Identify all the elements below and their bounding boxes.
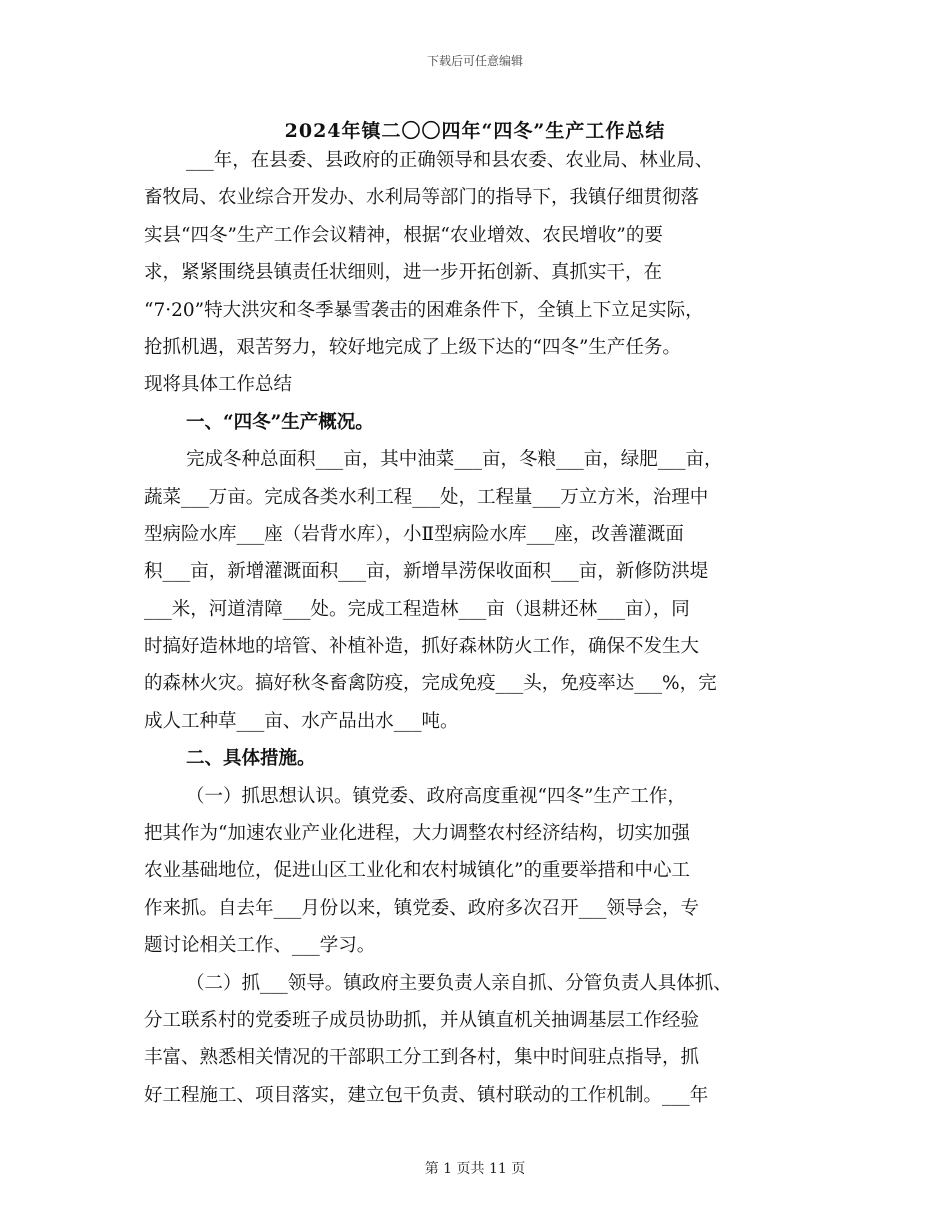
text-line: 畜牧局、农业综合开发办、水利局等部门的指导下，我镇仔细贯彻落 (144, 187, 700, 209)
text-line: 把其作为“加速农业产业化进程，大力调整农村经济结构，切实加强 (144, 823, 690, 845)
document-body (144, 142, 834, 1114)
text-line: （二）抓___领导。镇政府主要负责人亲自抓、分管负责人具体抓、 (186, 972, 732, 994)
text-line: 时搞好造林地的培管、补植补造，抓好森林防火工作，确保不发生大 (144, 636, 700, 658)
text-line: 抢抓机遇，艰苦努力，较好地完成了上级下达的“四冬”生产任务。 (144, 336, 681, 358)
text-line: “7·20”特大洪灾和冬季暴雪袭击的困难条件下，全镇上下立足实际， (144, 299, 704, 321)
text-line: 积___亩，新增灌溉面积___亩，新增旱涝保收面积___亩，新修防洪堤 (144, 561, 709, 583)
text-line: 好工程施工、项目落实，建立包干负责、镇村联动的工作机制。___年 (144, 1084, 709, 1106)
text-line: （一）抓思想认识。镇党委、政府高度重视“四冬”生产工作， (186, 785, 686, 807)
page-header: 下载后可任意编辑 (426, 54, 523, 68)
text-line: ___米，河道清障___处。完成工程造林___亩（退耕还林___亩），同 (144, 598, 690, 620)
text-line: 成人工种草___亩、水产品出水___吨。 (144, 710, 459, 732)
text-line: 题讨论相关工作、___学习。 (144, 935, 376, 957)
section-heading-overview: 一、“四冬”生产概况。 (186, 411, 374, 433)
text-line: 型病险水库___座（岩背水库），小Ⅱ型病险水库___座，改善灌溉面 (144, 523, 684, 545)
text-line: 现将具体工作总结 (144, 374, 293, 396)
text-line: 求，紧紧围绕县镇责任状细则，进一步开拓创新、真抓实干，在 (144, 262, 663, 284)
text-line: 完成冬种总面积___亩，其中油菜___亩，冬粮___亩，绿肥___亩， (186, 449, 723, 471)
page-footer: 第 1 页共 11 页 (424, 1161, 526, 1177)
text-line: 分工联系村的党委班子成员协助抓，并从镇直机关抽调基层工作经验 (144, 1009, 700, 1031)
text-line: 作来抓。自去年___月份以来，镇党委、政府多次召开___领导会，专 (144, 897, 700, 919)
text-line: 实县“四冬”生产工作会议精神，根据“农业增效、农民增收”的要 (144, 224, 663, 246)
text-line: 农业基础地位，促进山区工业化和农村城镇化”的重要举措和中心工 (144, 860, 690, 882)
text-line: 蔬菜___万亩。完成各类水利工程___处，工程量___万立方米，治理中 (144, 486, 709, 508)
section-heading-measures: 二、具体措施。 (186, 748, 316, 770)
text-line: ___年，在县委、县政府的正确领导和县农委、农业局、林业局、 (186, 150, 714, 171)
text-line: 的森林火灾。搞好秋冬畜禽防疫，完成免疫___头，免疫率达___%，完 (144, 673, 717, 695)
document-title: 2024年镇二〇〇四年“四冬”生产工作总结 (284, 120, 666, 142)
text-line: 丰富、熟悉相关情况的干部职工分工到各村，集中时间驻点指导，抓 (144, 1047, 700, 1069)
